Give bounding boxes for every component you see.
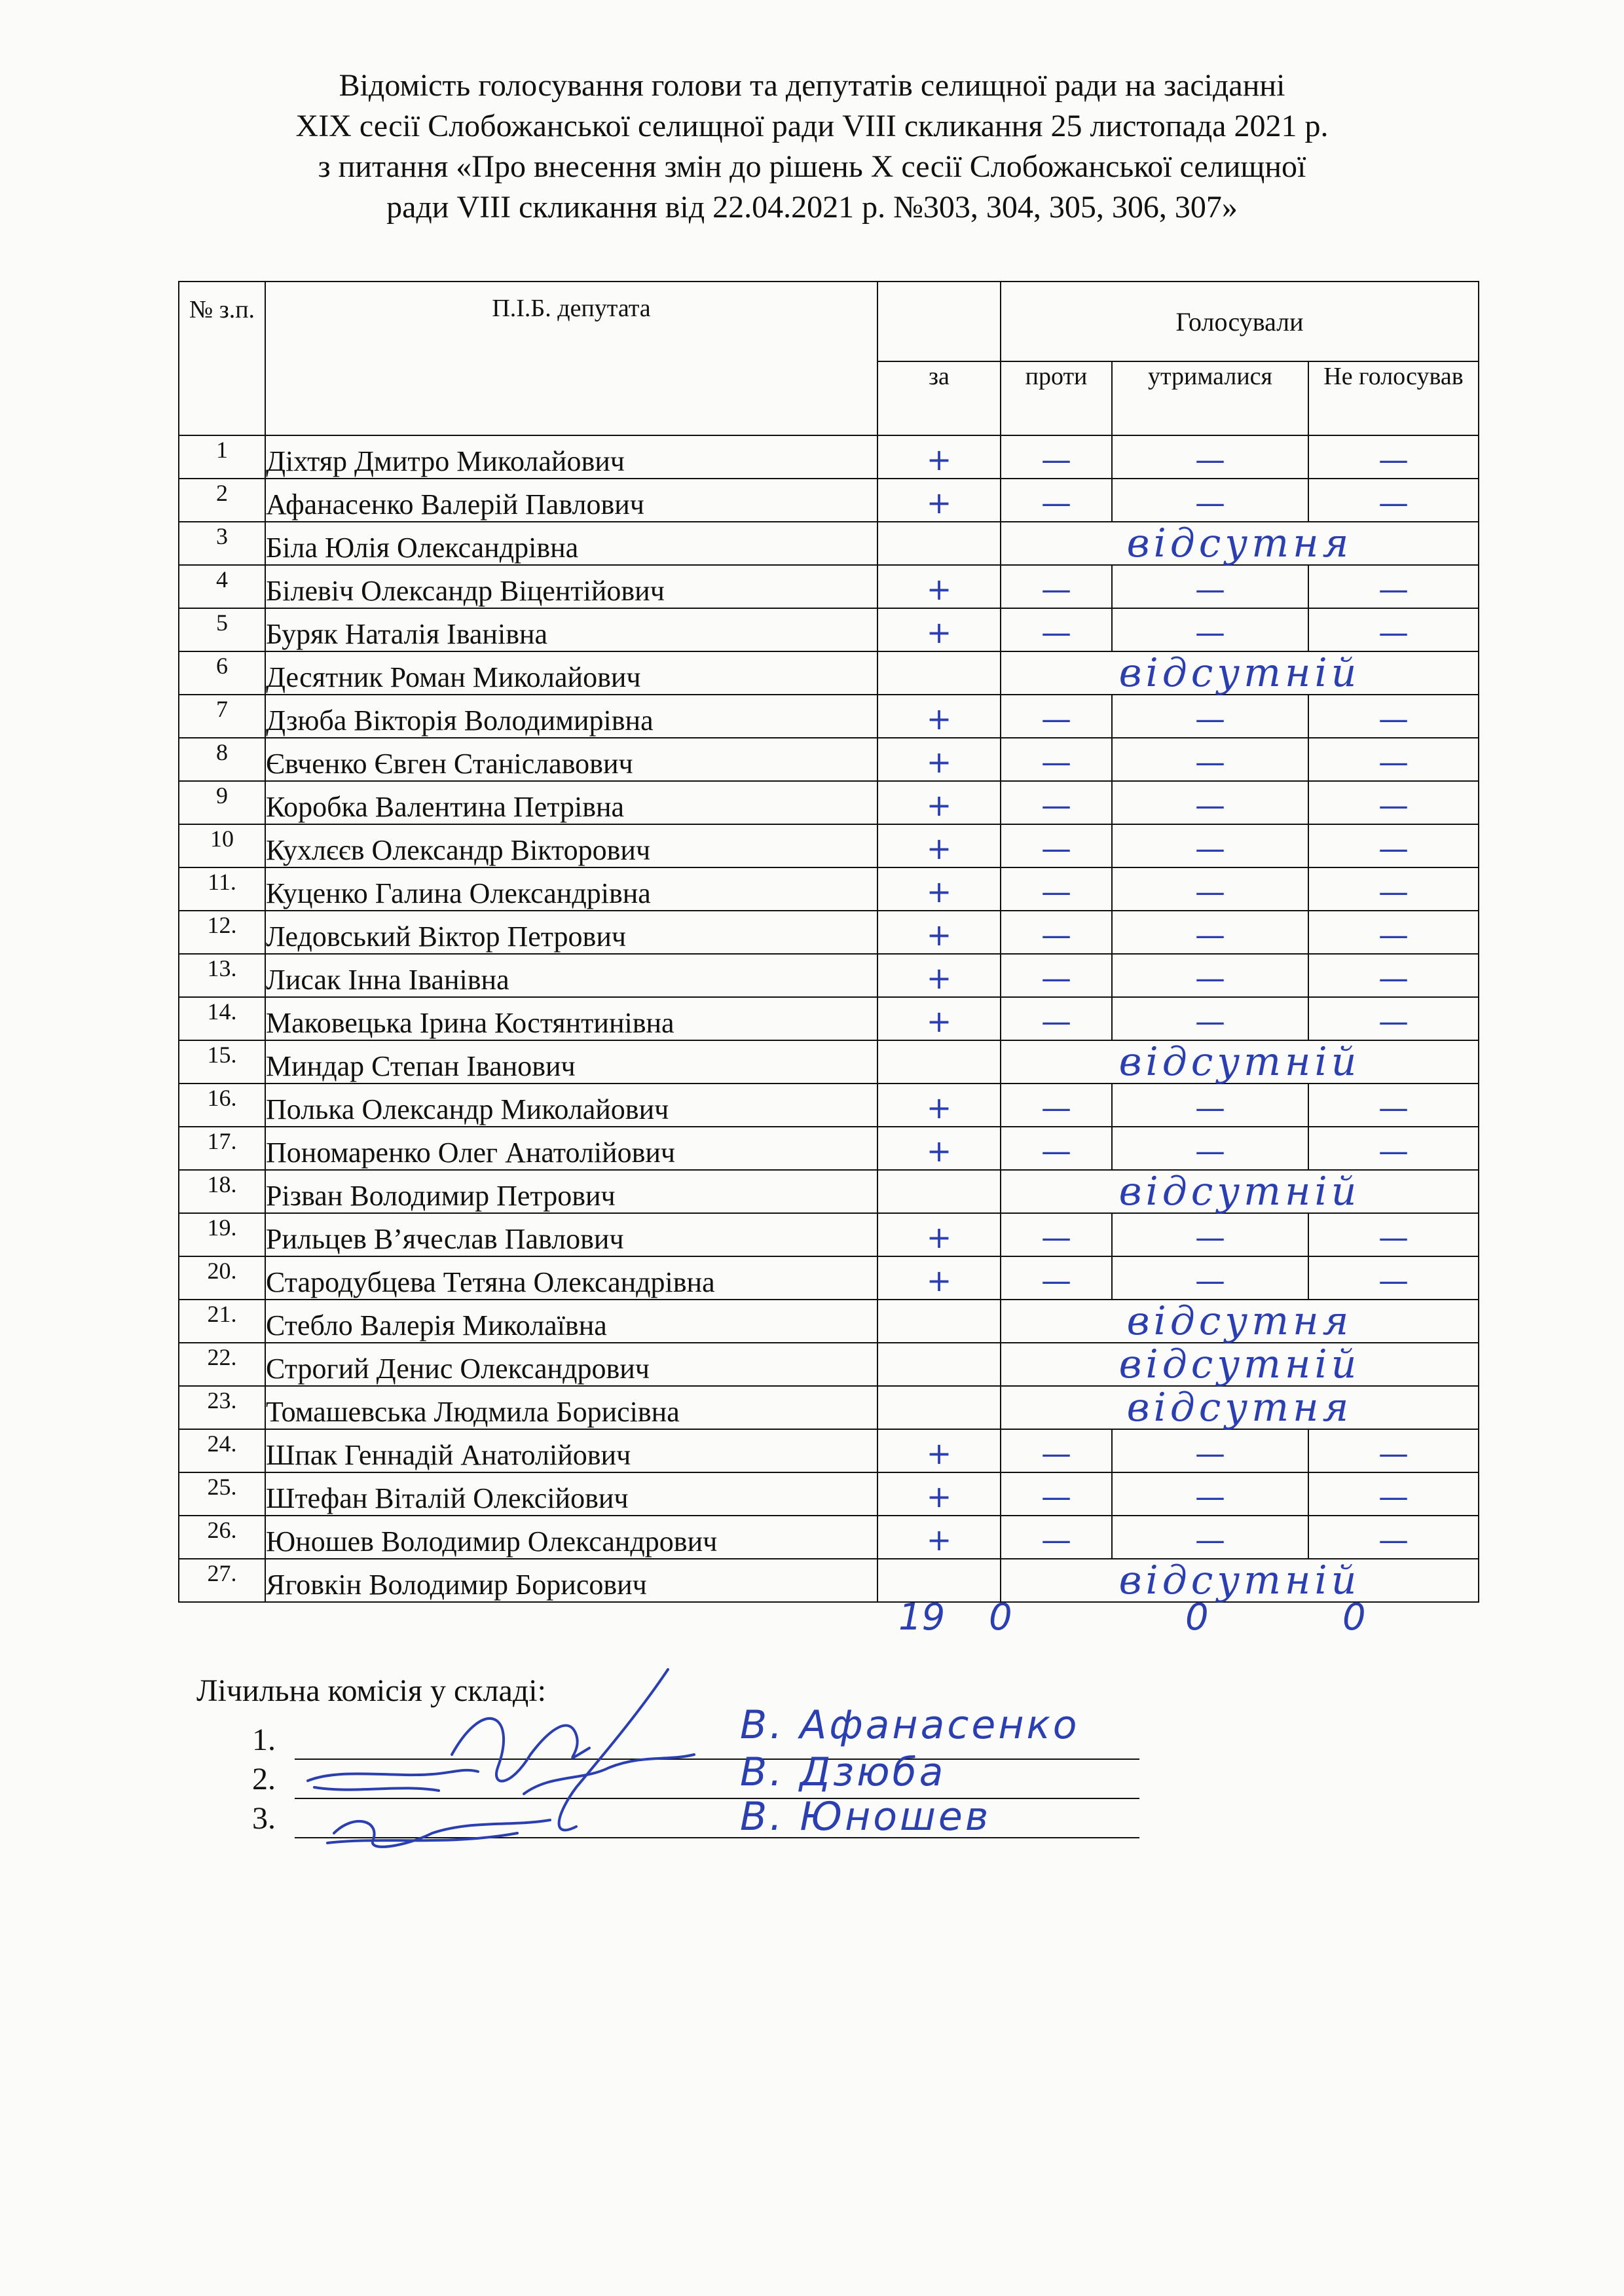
absent-note: відсутній	[1001, 1040, 1479, 1084]
deputy-name: Миндар Степан Іванович	[265, 1040, 877, 1084]
row-number: 15.	[179, 1040, 265, 1084]
vote-abstain: —	[1112, 824, 1308, 867]
column-header-name: П.І.Б. депутата	[265, 282, 877, 435]
column-header-abstain: утрималися	[1112, 361, 1308, 435]
deputy-name: Дзюба Вікторія Володимирівна	[265, 695, 877, 738]
vote-for: +	[877, 695, 1001, 738]
absent-note: відсутня	[1001, 522, 1479, 565]
absent-note: відсутня	[1001, 1386, 1479, 1429]
row-number: 12.	[179, 911, 265, 954]
vote-against: —	[1001, 911, 1112, 954]
deputy-name: Афанасенко Валерій Павлович	[265, 479, 877, 522]
vote-abstain: —	[1112, 479, 1308, 522]
table-row	[179, 435, 1479, 479]
vote-abstain: —	[1112, 1429, 1308, 1472]
column-header-empty	[877, 282, 1001, 361]
vote-notvoted: —	[1308, 954, 1479, 997]
vote-for: +	[877, 997, 1001, 1040]
deputy-name: Рильцев В’ячеслав Павлович	[265, 1213, 877, 1256]
deputy-name: Діхтяр Дмитро Миколайович	[265, 435, 877, 479]
vote-against: —	[1001, 565, 1112, 608]
commission-num-2: 2.	[252, 1762, 276, 1796]
vote-against: —	[1001, 695, 1112, 738]
total-notvoted: 0	[1342, 1596, 1366, 1639]
title-line-3: з питання «Про внесення змін до рішень Х сесії Слобожанської селищної	[318, 149, 1306, 184]
table-row	[179, 522, 1479, 565]
row-number: 10	[179, 824, 265, 867]
vote-notvoted: —	[1308, 1084, 1479, 1127]
vote-against: —	[1001, 997, 1112, 1040]
column-header-notvoted: Не голосував	[1308, 361, 1479, 435]
row-number: 11.	[179, 867, 265, 911]
deputy-name: Маковецька Ірина Костянтинівна	[265, 997, 877, 1040]
vote-abstain: —	[1112, 1084, 1308, 1127]
deputy-name: Пономаренко Олег Анатолійович	[265, 1127, 877, 1170]
deputy-name: Коробка Валентина Петрівна	[265, 781, 877, 824]
table-row	[179, 1040, 1479, 1084]
table-row	[179, 954, 1479, 997]
vote-abstain: —	[1112, 1127, 1308, 1170]
deputy-name: Стародубцева Тетяна Олександрівна	[265, 1256, 877, 1300]
row-number: 5	[179, 608, 265, 651]
vote-abstain: —	[1112, 867, 1308, 911]
column-header-number: № з.п.	[179, 282, 265, 435]
deputy-name: Шпак Геннадій Анатолійович	[265, 1429, 877, 1472]
table-row	[179, 1386, 1479, 1429]
vote-for	[877, 651, 1001, 695]
row-number: 13.	[179, 954, 265, 997]
table-row	[179, 867, 1479, 911]
deputy-name: Кухлєєв Олександр Вікторович	[265, 824, 877, 867]
table-row	[179, 781, 1479, 824]
table-row	[179, 479, 1479, 522]
vote-notvoted: —	[1308, 1256, 1479, 1300]
vote-for: +	[877, 781, 1001, 824]
row-number: 20.	[179, 1256, 265, 1300]
vote-abstain: —	[1112, 1472, 1308, 1516]
vote-for: +	[877, 1256, 1001, 1300]
table-body	[179, 435, 1479, 1602]
vote-for: +	[877, 1213, 1001, 1256]
vote-notvoted: —	[1308, 1429, 1479, 1472]
commission-member-1: В. Афанасенко	[740, 1702, 1080, 1748]
row-number: 6	[179, 651, 265, 695]
vote-against: —	[1001, 435, 1112, 479]
vote-notvoted: —	[1308, 608, 1479, 651]
table-row	[179, 911, 1479, 954]
row-number: 1	[179, 435, 265, 479]
vote-abstain: —	[1112, 435, 1308, 479]
vote-abstain: —	[1112, 608, 1308, 651]
vote-for: +	[877, 1516, 1001, 1559]
row-number: 24.	[179, 1429, 265, 1472]
deputy-name: Десятник Роман Миколайович	[265, 651, 877, 695]
row-number: 21.	[179, 1300, 265, 1343]
vote-against: —	[1001, 1516, 1112, 1559]
vote-abstain: —	[1112, 781, 1308, 824]
row-number: 2	[179, 479, 265, 522]
vote-for: +	[877, 565, 1001, 608]
vote-against: —	[1001, 1213, 1112, 1256]
vote-notvoted: —	[1308, 738, 1479, 781]
row-number: 14.	[179, 997, 265, 1040]
deputy-name: Штефан Віталій Олексійович	[265, 1472, 877, 1516]
table-row	[179, 1256, 1479, 1300]
row-number: 22.	[179, 1343, 265, 1386]
vote-notvoted: —	[1308, 479, 1479, 522]
vote-for	[877, 1170, 1001, 1213]
vote-abstain: —	[1112, 695, 1308, 738]
row-number: 27.	[179, 1559, 265, 1602]
commission-num-1: 1.	[252, 1722, 276, 1757]
row-number: 16.	[179, 1084, 265, 1127]
vote-against: —	[1001, 1127, 1112, 1170]
document-title	[0, 65, 1624, 228]
vote-against: —	[1001, 1084, 1112, 1127]
table-row	[179, 824, 1479, 867]
table-row	[179, 1343, 1479, 1386]
vote-notvoted: —	[1308, 435, 1479, 479]
vote-for: +	[877, 824, 1001, 867]
vote-for: +	[877, 867, 1001, 911]
total-for: 19	[898, 1596, 946, 1639]
vote-against: —	[1001, 608, 1112, 651]
column-header-against: проти	[1001, 361, 1112, 435]
deputy-name: Євченко Євген Станіславович	[265, 738, 877, 781]
vote-for: +	[877, 911, 1001, 954]
vote-for: +	[877, 738, 1001, 781]
deputy-name: Яговкін Володимир Борисович	[265, 1559, 877, 1602]
row-number: 19.	[179, 1213, 265, 1256]
vote-against: —	[1001, 1256, 1112, 1300]
vote-against: —	[1001, 824, 1112, 867]
commission-member-3: В. Юношев	[740, 1794, 991, 1840]
vote-abstain: —	[1112, 954, 1308, 997]
vote-for	[877, 1343, 1001, 1386]
deputy-name: Стебло Валерія Миколаївна	[265, 1300, 877, 1343]
table-row	[179, 1559, 1479, 1602]
table-row	[179, 1127, 1479, 1170]
vote-abstain: —	[1112, 1256, 1308, 1300]
vote-notvoted: —	[1308, 781, 1479, 824]
row-number: 7	[179, 695, 265, 738]
table-row	[179, 1472, 1479, 1516]
vote-notvoted: —	[1308, 695, 1479, 738]
table-row	[179, 1516, 1479, 1559]
vote-abstain: —	[1112, 997, 1308, 1040]
table-row	[179, 1084, 1479, 1127]
row-number: 4	[179, 565, 265, 608]
deputy-name: Юношев Володимир Олександрович	[265, 1516, 877, 1559]
row-number: 23.	[179, 1386, 265, 1429]
deputy-name: Біла Юлія Олександрівна	[265, 522, 877, 565]
vote-notvoted: —	[1308, 867, 1479, 911]
vote-for: +	[877, 954, 1001, 997]
vote-against: —	[1001, 738, 1112, 781]
table-row	[179, 608, 1479, 651]
row-number: 25.	[179, 1472, 265, 1516]
vote-notvoted: —	[1308, 911, 1479, 954]
table-row	[179, 1429, 1479, 1472]
deputy-name: Куценко Галина Олександрівна	[265, 867, 877, 911]
vote-against: —	[1001, 781, 1112, 824]
row-number: 9	[179, 781, 265, 824]
table-row	[179, 565, 1479, 608]
vote-against: —	[1001, 954, 1112, 997]
vote-for: +	[877, 479, 1001, 522]
vote-notvoted: —	[1308, 565, 1479, 608]
deputy-name: Буряк Наталія Іванівна	[265, 608, 877, 651]
vote-for	[877, 1386, 1001, 1429]
absent-note: відсутній	[1001, 1170, 1479, 1213]
vote-abstain: —	[1112, 738, 1308, 781]
commission-title: Лічильна комісія у складі:	[196, 1673, 546, 1708]
vote-abstain: —	[1112, 565, 1308, 608]
title-line-1: Відомість голосування голови та депутатів селищної ради на засіданні	[339, 68, 1285, 103]
vote-for: +	[877, 608, 1001, 651]
deputy-name: Томашевська Людмила Борисівна	[265, 1386, 877, 1429]
deputy-name: Полька Олександр Миколайович	[265, 1084, 877, 1127]
vote-for	[877, 1040, 1001, 1084]
vote-notvoted: —	[1308, 1472, 1479, 1516]
vote-notvoted: —	[1308, 824, 1479, 867]
table-row	[179, 738, 1479, 781]
row-number: 3	[179, 522, 265, 565]
commission-member-2: В. Дзюба	[740, 1749, 946, 1795]
vote-for	[877, 522, 1001, 565]
table-row	[179, 695, 1479, 738]
vote-for: +	[877, 1084, 1001, 1127]
table-row	[179, 997, 1479, 1040]
column-header-voted: Голосували	[1001, 282, 1479, 361]
vote-for	[877, 1300, 1001, 1343]
vote-for: +	[877, 1429, 1001, 1472]
deputy-name: Строгий Денис Олександрович	[265, 1343, 877, 1386]
vote-for: +	[877, 1127, 1001, 1170]
row-number: 18.	[179, 1170, 265, 1213]
absent-note: відсутній	[1001, 651, 1479, 695]
total-against: 0	[989, 1596, 1012, 1639]
vote-notvoted: —	[1308, 1213, 1479, 1256]
absent-note: відсутня	[1001, 1300, 1479, 1343]
deputy-name: Різван Володимир Петрович	[265, 1170, 877, 1213]
title-line-2: XIX сесії Слобожанської селищної ради VIII скликання 25 листопада 2021 р.	[295, 109, 1329, 143]
absent-note: відсутній	[1001, 1343, 1479, 1386]
vote-against: —	[1001, 479, 1112, 522]
row-number: 17.	[179, 1127, 265, 1170]
signature-scribble	[301, 1656, 747, 1866]
vote-against: —	[1001, 1472, 1112, 1516]
column-header-for: за	[877, 361, 1001, 435]
table-row	[179, 1300, 1479, 1343]
vote-notvoted: —	[1308, 1127, 1479, 1170]
row-number: 8	[179, 738, 265, 781]
vote-for: +	[877, 435, 1001, 479]
title-line-4: ради VIII скликання від 22.04.2021 р. №303, 304, 305, 306, 307»	[386, 190, 1238, 225]
deputy-name: Ледовський Віктор Петрович	[265, 911, 877, 954]
vote-for: +	[877, 1472, 1001, 1516]
deputy-name: Білевіч Олександр Віцентійович	[265, 565, 877, 608]
vote-notvoted: —	[1308, 1516, 1479, 1559]
table-row	[179, 1170, 1479, 1213]
vote-abstain: —	[1112, 1213, 1308, 1256]
row-number: 26.	[179, 1516, 265, 1559]
voting-table	[178, 281, 1479, 1603]
vote-abstain: —	[1112, 911, 1308, 954]
vote-notvoted: —	[1308, 997, 1479, 1040]
table-row	[179, 651, 1479, 695]
vote-against: —	[1001, 867, 1112, 911]
vote-against: —	[1001, 1429, 1112, 1472]
table-row	[179, 1213, 1479, 1256]
absent-note: відсутній	[1001, 1559, 1479, 1602]
commission-num-3: 3.	[252, 1801, 276, 1836]
total-abstain: 0	[1185, 1596, 1209, 1639]
deputy-name: Лисак Інна Іванівна	[265, 954, 877, 997]
vote-abstain: —	[1112, 1516, 1308, 1559]
